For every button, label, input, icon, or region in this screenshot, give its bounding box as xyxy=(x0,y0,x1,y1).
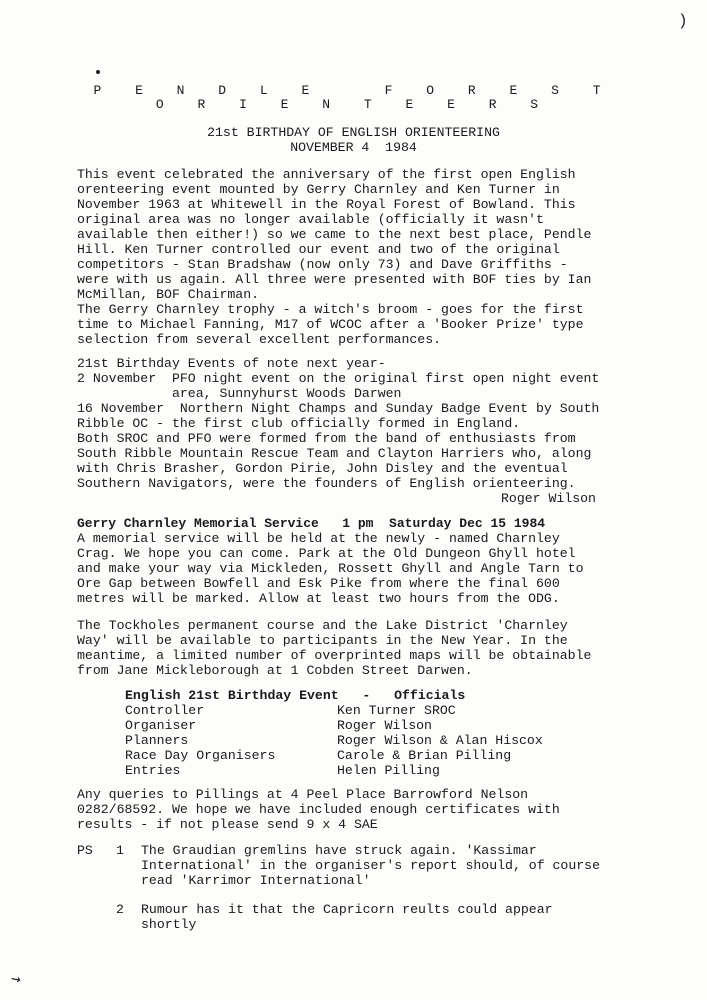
officials-heading: English 21st Birthday Event - Officials xyxy=(125,688,466,703)
queries-line: 0282/68592. We hope we have included enough certificates with xyxy=(77,802,560,817)
queries-line: Any queries to Pillings at 4 Peel Place Barrowford Nelson xyxy=(77,787,529,802)
official-role: Entries xyxy=(125,763,181,778)
intro-line: This event celebrated the anniversary of the first open English xyxy=(77,167,576,182)
scan-mark-top: ) xyxy=(678,12,688,30)
memorial-line: Ore Gap between Bowfell and Esk Pike from where the final 600 xyxy=(77,576,560,591)
official-name: Ken Turner SROC xyxy=(337,703,456,718)
events-line: 2 November PFO night event on the original first open night event xyxy=(77,371,600,386)
intro-line: were with us again. All three were presented with BOF ties by Ian xyxy=(77,272,592,287)
scan-mark-bottom: ↘ xyxy=(6,968,25,989)
ps-item-line: read 'Karrimor International' xyxy=(141,873,371,888)
intro-line: The Gerry Charnley trophy - a witch's broom - goes for the first xyxy=(77,302,584,317)
intro-line: Hill. Ken Turner controlled our event and two of the original xyxy=(77,242,560,257)
official-role: Organiser xyxy=(125,718,197,733)
intro-line: orenteering event mounted by Gerry Charnley and Ken Turner in xyxy=(77,182,560,197)
intro-line: original area was no longer available (officially it wasn't xyxy=(77,212,544,227)
official-name: Helen Pilling xyxy=(337,763,440,778)
document-date: NOVEMBER 4 1984 xyxy=(290,140,417,155)
intro-line: time to Michael Fanning, M17 of WCOC after a 'Booker Prize' type xyxy=(77,317,584,332)
ps-item-line: shortly xyxy=(141,917,197,932)
ps-item-number: 2 xyxy=(116,902,124,917)
intro-line: November 1963 at Whitewell in the Royal Forest of Bowland. This xyxy=(77,197,576,212)
tockholes-line: from Jane Mickleborough at 1 Cobden Street Darwen. xyxy=(77,663,473,678)
memorial-heading: Gerry Charnley Memorial Service 1 pm Saturday Dec 15 1984 xyxy=(77,516,546,531)
queries-line: results - if not please send 9 x 4 SAE xyxy=(77,817,378,832)
official-name: Roger Wilson & Alan Hiscox xyxy=(337,733,543,748)
events-line: area, Sunnyhurst Woods Darwen xyxy=(77,386,402,401)
ps-label: PS xyxy=(77,843,93,858)
signature: Roger Wilson xyxy=(501,491,596,506)
events-line: with Chris Brasher, Gordon Pirie, John Disley and the eventual xyxy=(77,461,568,476)
official-name: Roger Wilson xyxy=(337,718,432,733)
scan-speck xyxy=(96,70,100,74)
ps-item-line: Rumour has it that the Capricorn reults could appear xyxy=(141,902,553,917)
intro-line: selection from several excellent performances. xyxy=(77,332,442,347)
official-name: Carole & Brian Pilling xyxy=(337,748,512,763)
ps-item-line: The Graudian gremlins have struck again. 'Kassimar xyxy=(141,843,537,858)
events-line: Ribble OC - the first club officially formed in England. xyxy=(77,416,521,431)
official-role: Controller xyxy=(125,703,205,718)
ps-item-number: 1 xyxy=(116,843,124,858)
document-title: 21st BIRTHDAY OF ENGLISH ORIENTEERING xyxy=(207,125,500,140)
club-name-line1: P E N D L E F O R E S T xyxy=(93,83,614,98)
ps-item-line: International' in the organiser's report should, of course xyxy=(141,858,600,873)
memorial-line: A memorial service will be held at the newly - named Charnley xyxy=(77,531,560,546)
tockholes-line: Way' will be available to participants in the New Year. In the xyxy=(77,633,568,648)
events-line: Both SROC and PFO were formed from the band of enthusiasts from xyxy=(77,431,576,446)
memorial-line: Crag. We hope you can come. Park at the Old Dungeon Ghyll hotel xyxy=(77,546,576,561)
events-line: 21st Birthday Events of note next year- xyxy=(77,356,386,371)
memorial-line: metres will be marked. Allow at least two hours from the ODG. xyxy=(77,591,560,606)
events-line: 16 November Northern Night Champs and Sunday Badge Event by South xyxy=(77,401,600,416)
intro-line: McMillan, BOF Chairman. xyxy=(77,287,260,302)
club-name-line2: O R I E N T E E R S xyxy=(155,97,552,112)
intro-line: available then either!) so we came to the next best place, Pendle xyxy=(77,227,592,242)
tockholes-line: The Tockholes permanent course and the Lake District 'Charnley xyxy=(77,618,568,633)
tockholes-line: meantime, a limited number of overprinted maps will be obtainable xyxy=(77,648,592,663)
events-line: South Ribble Mountain Rescue Team and Clayton Harriers who, along xyxy=(77,446,592,461)
events-line: Southern Navigators, were the founders of English orienteering. xyxy=(77,476,576,491)
memorial-line: and make your way via Mickleden, Rossett Ghyll and Angle Tarn to xyxy=(77,561,584,576)
intro-line: competitors - Stan Bradshaw (now only 73) and Dave Griffiths - xyxy=(77,257,568,272)
official-role: Planners xyxy=(125,733,189,748)
official-role: Race Day Organisers xyxy=(125,748,276,763)
